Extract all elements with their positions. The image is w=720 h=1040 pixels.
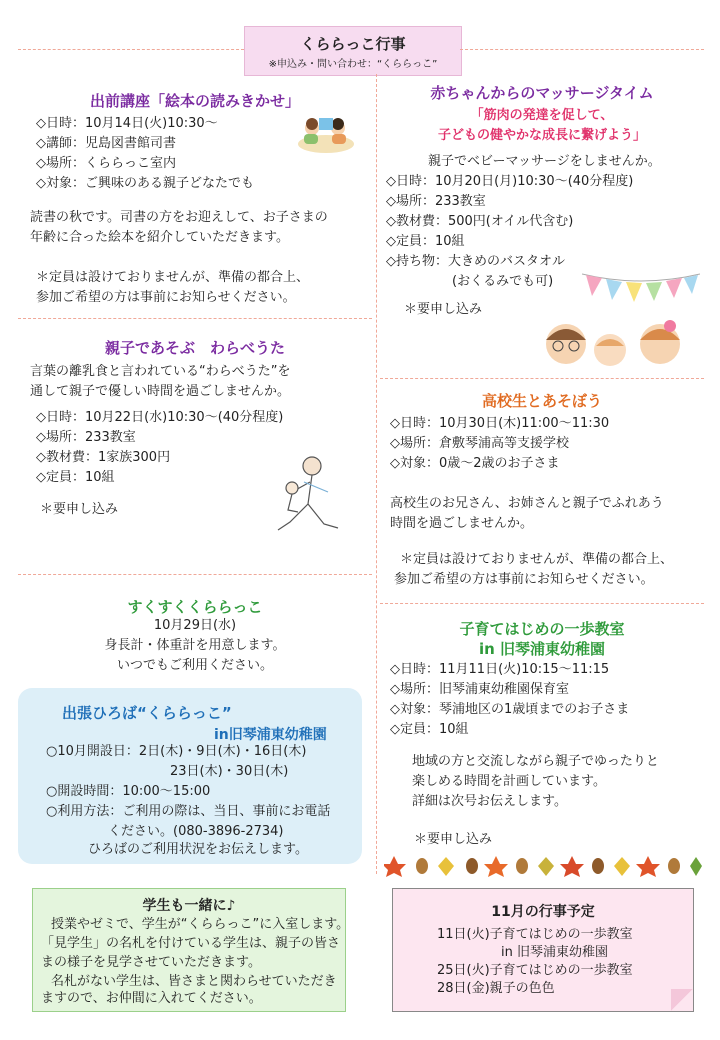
- detail-line: ◇対象：0歳～2歳のお子さま: [390, 456, 560, 471]
- babies-illustration: [540, 318, 690, 372]
- note-line: 参加ご希望の方は事前にお知らせください。: [36, 290, 296, 305]
- body-line: 通して親子で優しい時間を過ごしませんか。: [30, 384, 291, 399]
- detail-line: ◇場所：くららっこ室内: [36, 156, 176, 171]
- bunting-decoration: [582, 270, 700, 314]
- first-step-place: in 旧琴浦東幼稚園: [478, 640, 606, 658]
- massage-apply: ＊要申し込み: [404, 302, 483, 317]
- detail-line: ◇定員：10組: [36, 470, 115, 485]
- detail-line: 23日(木)・30日(木): [170, 764, 289, 779]
- november-schedule-box: [392, 888, 694, 1012]
- body-line: 10月29日(水): [153, 618, 237, 633]
- divider: [380, 378, 704, 379]
- body-line: 楽しめる時間を計画しています。: [412, 774, 606, 789]
- divider: [460, 49, 704, 50]
- body-line: 年齢に合った絵本を紹介していただきます。: [30, 230, 289, 245]
- detail-line: ◇定員：10組: [390, 722, 469, 737]
- body-line: 高校生のお兄さん、お姉さんと親子でふれあう: [390, 496, 664, 511]
- body-line: 名札がない学生は、皆さまと関わらせていただき: [51, 974, 337, 989]
- autumn-leaves-decoration: [384, 854, 704, 882]
- highschool-body: [390, 494, 664, 534]
- warabeuta-body: [30, 362, 290, 402]
- schedule-line: 28日(金)親子の色色: [437, 981, 555, 996]
- body-line: 言葉の離乳食と言われている“わらべうた”を: [30, 364, 291, 379]
- detail-line: (おくるみでも可): [452, 274, 554, 289]
- massage-title: 赤ちゃんからのマッサージタイム: [430, 84, 654, 102]
- detail-line: ◇日時：11月11日(火)10:15～11:15: [390, 662, 610, 677]
- first-step-title: 子育てはじめの一歩教室: [459, 620, 625, 638]
- detail-line: ◇対象：琴浦地区の1歳頃までのお子さま: [390, 702, 630, 717]
- subtitle-line: 「筋肉の発達を促して、: [470, 108, 614, 123]
- divider: [380, 603, 704, 604]
- body-line: 身長計・体重計を用意します。: [104, 638, 286, 653]
- reading-event-note: [36, 268, 309, 308]
- page-title: くららっこ行事: [300, 35, 406, 53]
- reading-event-title: 出前講座「絵本の読みきかせ」: [89, 92, 300, 110]
- warabeuta-apply: ＊要申し込み: [40, 502, 119, 517]
- detail-line: ◇対象：ご興味のある親子どなたでも: [36, 176, 254, 191]
- note-line: 参加ご希望の方は事前にお知らせください。: [394, 572, 654, 587]
- schedule-line: 11日(火)子育てはじめの一歩教室: [437, 927, 633, 942]
- outreach-plaza-box: [18, 688, 362, 864]
- highschool-details: [390, 414, 609, 474]
- sukusuku-title: すくすくくららっこ: [127, 598, 263, 616]
- sukusuku-body: [18, 616, 372, 676]
- detail-line: ◇日時：10月14日(火)10:30～: [36, 116, 218, 131]
- detail-line: ◇日時：10月22日(水)10:30～(40分程度): [36, 410, 284, 425]
- note-line: ＊定員は設けておりませんが、準備の都合上、: [400, 552, 674, 567]
- outreach-plaza-title: 出張ひろば“くららっこ”: [62, 704, 232, 722]
- detail-line: ◇場所：倉敷琴浦高等支援学校: [390, 436, 569, 451]
- kids-reading-illustration: [296, 104, 356, 158]
- warabeuta-details: [36, 408, 283, 488]
- first-step-apply: ＊要申し込み: [414, 832, 493, 847]
- detail-line: ○利用方法：ご利用の際は、当日、事前にお電話: [46, 804, 331, 819]
- header-title-box: [244, 26, 462, 76]
- divider: [18, 318, 372, 319]
- detail-line: ◇持ち物：大きめのバスタオル: [386, 254, 565, 269]
- detail-line: ○10月開設日：2日(木)・9日(木)・16日(木): [46, 744, 307, 759]
- schedule-line: in 旧琴浦東幼稚園: [501, 945, 608, 960]
- detail-line: ◇場所：233教室: [36, 430, 136, 445]
- reading-event-body: [30, 208, 328, 248]
- body-line: 時間を過ごしませんか。: [390, 516, 534, 531]
- outreach-plaza-place: in旧琴浦東幼稚園: [214, 727, 327, 743]
- divider: [18, 49, 244, 50]
- student-notice-title: 学生も一緒に♪: [142, 898, 236, 914]
- reading-event-details: [36, 114, 254, 194]
- detail-line: ◇定員：10組: [386, 234, 465, 249]
- massage-subtitle: [380, 106, 704, 146]
- first-step-body: [412, 752, 659, 812]
- detail-line: ください。(080-3896-2734): [108, 824, 284, 839]
- detail-line: ◇講師：児島図書館司書: [36, 136, 176, 151]
- body-line: 詳細は次号お伝えします。: [412, 794, 567, 809]
- body-line: 地域の方と交流しながら親子でゆったりと: [412, 754, 659, 769]
- detail-line: ひろばのご利用状況をお伝えします。: [88, 842, 308, 857]
- detail-line: ◇場所：旧琴浦東幼稚園保育室: [390, 682, 569, 697]
- detail-line: ◇日時：10月20日(月)10:30～(40分程度): [386, 174, 634, 189]
- note-line: ＊定員は設けておりませんが、準備の都合上、: [36, 270, 310, 285]
- warabeuta-title: 親子であそぶ わらべうた: [104, 339, 285, 357]
- body-line: 読書の秋です。司書の方をお迎えして、お子さまの: [30, 210, 328, 225]
- detail-line: ◇場所：233教室: [386, 194, 486, 209]
- detail-line: ◇教材費：1家族300円: [36, 450, 171, 465]
- massage-intro: 親子でベビーマッサージをしませんか。: [428, 154, 661, 169]
- detail-line: ○開設時間：10:00～15:00: [46, 784, 211, 799]
- page-subtitle: ※申込み・問い合わせ：“くららっこ”: [268, 59, 438, 70]
- body-line: 授業やゼミで、学生が“くららっこ”に入室します。: [51, 917, 350, 932]
- first-step-details: [390, 660, 629, 740]
- detail-line: ◇日時：10月30日(木)11:00～11:30: [390, 416, 610, 431]
- subtitle-line: 子どもの健やかな成長に繋げよう」: [437, 128, 646, 143]
- highschool-note: [394, 550, 673, 590]
- student-notice-box: [32, 888, 350, 1012]
- detail-line: ◇教材費：500円(オイル代含む): [386, 214, 574, 229]
- schedule-line: 25日(火)子育てはじめの一歩教室: [437, 963, 633, 978]
- body-line: ますので、お仲間に入れてください。: [41, 991, 262, 1006]
- highschool-title: 高校生とあそぼう: [481, 392, 602, 410]
- body-line: まの様子を見学させていただきます。: [41, 955, 261, 970]
- divider: [18, 574, 372, 575]
- column-divider: [376, 74, 377, 874]
- body-line: いつでもご利用ください。: [116, 658, 273, 673]
- body-line: 「見学生」の名札を付けている学生は、親子の皆さ: [41, 936, 341, 951]
- page-curl: [671, 989, 693, 1011]
- parent-child-illustration: [268, 452, 344, 546]
- november-schedule-title: 11月の行事予定: [491, 904, 595, 920]
